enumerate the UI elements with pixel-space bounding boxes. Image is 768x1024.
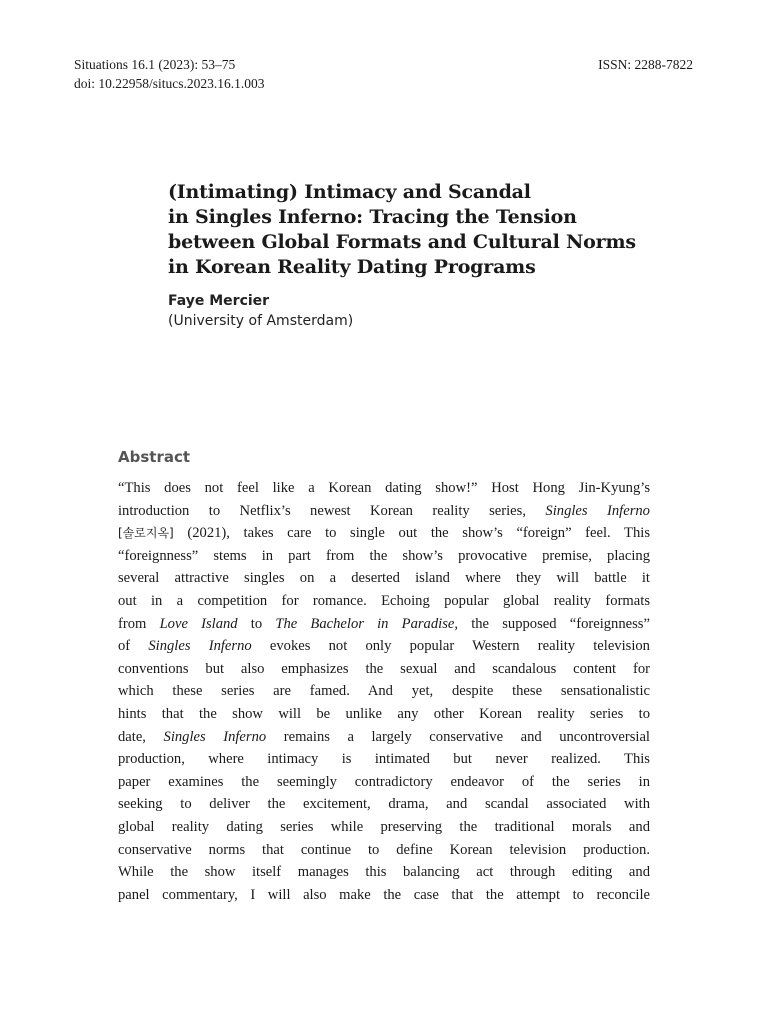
italic-title: Singles Inferno	[545, 502, 650, 519]
title-line: (Intimating) Intimacy and Scandal	[168, 181, 531, 203]
abstract-text: [솔로지옥]	[118, 526, 174, 541]
abstract-line	[118, 658, 650, 681]
abstract-line	[118, 590, 650, 613]
abstract-text: of	[118, 638, 149, 655]
abstract-text: remains a largely conservative and uncontroversial	[266, 728, 650, 745]
issn-label: ISSN: 2288-7822	[598, 57, 693, 72]
abstract-text: which these series are famed. And yet, despite these sensationalistic	[118, 683, 650, 700]
italic-title: Love Island	[159, 615, 238, 632]
abstract-text: out in a competition for romance. Echoing popular global reality formats	[118, 592, 650, 609]
abstract-line	[118, 748, 650, 771]
abstract-text: “This does not feel like a Korean dating show!” Host Hong Jin-Kyung’s	[118, 480, 650, 496]
abstract-line	[118, 477, 650, 500]
abstract-line	[118, 567, 650, 590]
abstract-line	[118, 771, 650, 794]
abstract-text: to	[237, 615, 276, 632]
abstract-text: global reality dating series while preserving the traditional morals and	[118, 818, 650, 835]
abstract-text: panel commentary, I will also make the case that the attempt to reconcile	[118, 886, 650, 903]
author-affiliation: (University of Amsterdam)	[168, 313, 354, 329]
author-name: Faye Mercier	[168, 293, 270, 309]
abstract-line	[118, 884, 650, 907]
title-line: in Singles Inferno: Tracing the Tension	[168, 206, 577, 228]
abstract-line	[118, 635, 650, 658]
abstract-line	[118, 816, 650, 839]
abstract-line	[118, 726, 650, 749]
italic-title: Singles Inferno	[148, 638, 252, 655]
abstract-text: While the show itself manages this balancing act through editing and	[118, 864, 650, 881]
abstract-line	[118, 680, 650, 703]
abstract-text: from	[118, 615, 160, 632]
abstract-text: paper examines the seemingly contradictory endeavor of the series in	[118, 773, 650, 790]
abstract-text: hints that the show will be unlike any other Korean reality series to	[118, 705, 650, 722]
abstract-heading: Abstract	[118, 448, 191, 466]
abstract-line	[118, 861, 650, 884]
abstract-line	[118, 545, 650, 568]
abstract-text: , the supposed “foreignness”	[454, 615, 650, 632]
abstract-text: conventions but also emphasizes the sexual and scandalous content for	[118, 660, 650, 677]
abstract-line	[118, 703, 650, 726]
abstract-text: “foreignness” stems in part from the show’s provocative premise, placing	[118, 547, 650, 564]
italic-title: Singles Inferno	[163, 728, 267, 745]
abstract-text: date,	[118, 728, 164, 745]
abstract-text: evokes not only popular Western reality television	[251, 638, 650, 655]
abstract-text: conservative norms that continue to define Korean television production.	[118, 841, 650, 858]
abstract-text: several attractive singles on a deserted island where they will battle it	[118, 570, 650, 587]
abstract-line	[118, 522, 650, 545]
abstract-text: introduction to Netflix’s newest Korean reality series,	[118, 502, 546, 519]
journal-header	[74, 55, 265, 93]
title-line: between Global Formats and Cultural Norms	[168, 231, 636, 253]
abstract-text: (2021), takes care to single out the show’s “foreign” feel. This	[173, 525, 650, 542]
abstract-line	[118, 839, 650, 862]
abstract-text: seeking to deliver the excitement, drama, and scandal associated with	[118, 796, 650, 813]
doi-line: doi: 10.22958/situcs.2023.16.1.003	[74, 76, 265, 91]
title-line: in Korean Reality Dating Programs	[168, 256, 536, 278]
abstract-line	[118, 613, 650, 636]
abstract-line	[118, 500, 650, 523]
abstract-body	[118, 477, 650, 906]
abstract-text: production, where intimacy is intimated but never realized. This	[118, 751, 650, 768]
abstract-line	[118, 793, 650, 816]
italic-title: The Bachelor in Paradise	[275, 615, 455, 632]
journal-citation: Situations 16.1 (2023): 53–75	[74, 57, 236, 72]
article-title	[168, 180, 648, 280]
